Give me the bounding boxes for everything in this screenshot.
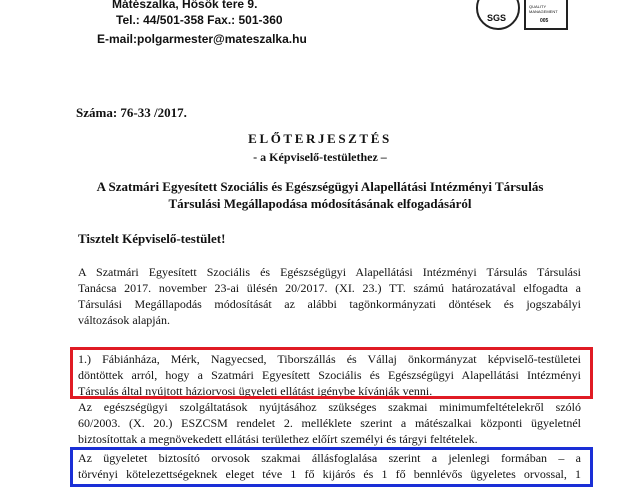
header-address: Mátészalka, Hősök tere 9. (112, 0, 258, 11)
text-line: Az ügyeletet biztosító orvosok szakmai állásfoglalása szerint a jelenlegi formában – a (78, 451, 581, 465)
text-line: A Szatmári Egyesített Szociális és Egészségügyi Alapellátási Intézményi Társulás Társulási (78, 265, 581, 279)
ukas-logo-subtitle: QUALITY MANAGEMENT (529, 4, 558, 14)
ukas-logo (524, 0, 568, 30)
intro-paragraph (78, 264, 581, 328)
text-line: 60/2003. (X. 20.) ESZCSM rendelet 2. melléklete szerint a mátészalkai központi ügyeletnél (78, 416, 581, 430)
text-line: Az egészségügyi szolgáltatások nyújtásához szükséges szakmai minimumfeltételekről szóló (78, 400, 581, 414)
document-heading-line1: A Szatmári Egyesített Szociális és Egészségügyi Alapellátási Intézményi Társulás (96, 179, 544, 194)
red-highlight-box (70, 347, 593, 399)
text-line: 1.) Fábiánháza, Mérk, Nagyecsed, Tiborszállás és Vállaj önkormányzat képviselő-testületei (78, 352, 581, 366)
header-phone-fax: Tel.: 44/501-358 Fax.: 501-360 (116, 13, 283, 27)
ukas-logo-number: 005 (540, 18, 549, 24)
text-line: Tanácsa 2017. november 23-ai ülésén 20/2017. (XI. 23.) TT. számú határozatával elfogadta a (78, 281, 581, 295)
item2-paragraph (78, 399, 581, 447)
blue-highlight-box (70, 447, 593, 487)
document-title: ELŐTERJESZTÉS (248, 131, 392, 146)
document-heading-line2: Társulási Megállapodása módosításának elfogadásáról (168, 196, 472, 211)
text-line: biztosítottak a megnövekedett ellátási területhez előírt személyi és tárgyi feltételek. (78, 432, 478, 446)
sgs-logo-label: SGS (487, 13, 507, 23)
document-number: Száma: 76-33 /2017. (76, 105, 187, 120)
text-line: változások alapján. (78, 313, 170, 327)
text-line: törvényi kötelezettségeknek eleget téve 1 fő kijárós és 1 fő bennlévős ügyeletes orvossal, 1 (78, 467, 581, 481)
sgs-logo (476, 0, 520, 30)
header-email: E-mail:polgarmester@mateszalka.hu (97, 32, 307, 46)
text-line: Társulás által nyújtott háziorvosi ügyeleti ellátást igénybe kívánják venni. (78, 384, 433, 398)
document-subtitle: - a Képviselő-testülethez – (253, 150, 387, 164)
ukas-logo-label (531, 0, 554, 1)
text-line: döntöttek arról, hogy a Szatmári Egyesített Szociális és Egészségügyi Alapellátási Intézményi (78, 368, 581, 382)
text-line: Társulási Megállapodás módosítását az alábbi tagönkormányzati döntések és jogszabályi (78, 297, 581, 311)
greeting: Tisztelt Képviselő-testület! (78, 231, 226, 246)
